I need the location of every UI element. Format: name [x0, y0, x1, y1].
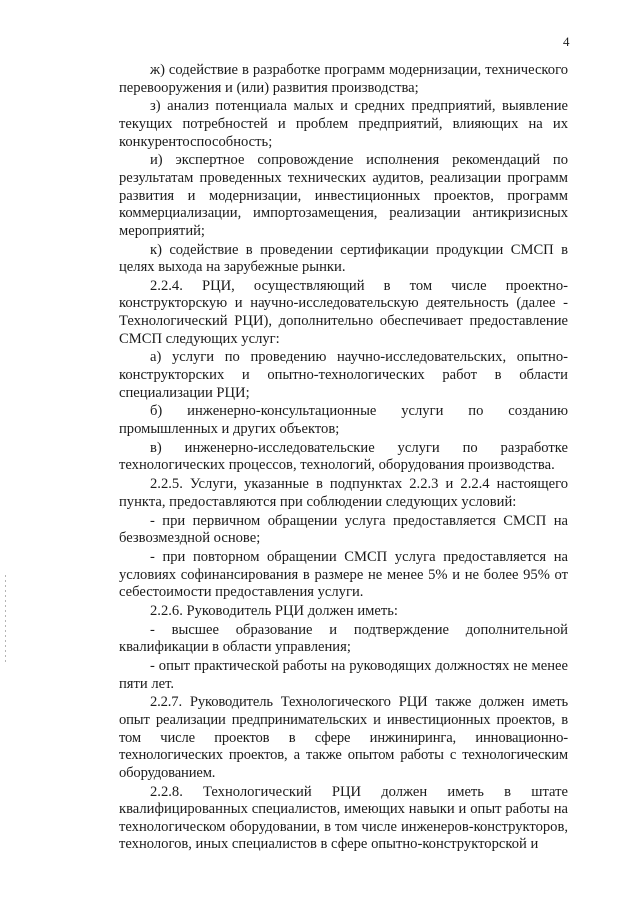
paragraph-2-2-5: 2.2.5. Услуги, указанные в подпунктах 2.2.3 и 2.2.4 настоящего пункта, предоставляются при соблюдении следующих условий: [119, 476, 568, 510]
paragraph-i: и) экспертное сопровождение исполнения рекомендаций по результатам проведенных технических аудитов, реализации программ развития и модернизации, инвестиционных проектов, программ коммерциализации, импортозамещения, реализации антикризисных мероприятий; [119, 152, 568, 239]
paragraph-z: з) анализ потенциала малых и средних предприятий, выявление текущих потребностей и проблем предприятий, влияющих на их конкурентоспособность; [119, 98, 568, 150]
paragraph-2-2-4: 2.2.4. РЦИ, осуществляющий в том числе проектно-конструкторскую и научно-исследовательскую деятельность (далее - Технологический РЦИ), дополнительно обеспечивает предоставление СМСП следующих услуг: [119, 277, 568, 347]
paragraph-v: в) инженерно-исследовательские услуги по разработке технологических процессов, технологий, оборудования производства. [119, 439, 568, 474]
paragraph-2-2-8: 2.2.8. Технологический РЦИ должен иметь в штате квалифицированных специалистов, имеющих навыки и опыт работы на технологическом оборудовании, в том числе инженеров-конструкторов, технологов, иных специалистов в сфере опытно-конструкторской и [119, 783, 568, 853]
document-body [119, 62, 568, 855]
paragraph-a: а) услуги по проведению научно-исследовательских, опытно-конструкторских и опытно-технологических работ в области специализации РЦИ; [119, 349, 568, 401]
paragraph-zh: ж) содействие в разработке программ модернизации, технического перевооружения и (или) развития производства; [119, 62, 568, 96]
paragraph-higher-education: - высшее образование и подтверждение дополнительной квалификации в области управления; [119, 621, 568, 656]
paragraph-first-request: - при первичном обращении услуга предоставляется СМСП на безвозмездной основе; [119, 512, 568, 547]
paragraph-2-2-7: 2.2.7. Руководитель Технологического РЦИ также должен иметь опыт реализации предпринимательских и инвестиционных проектов, в том числе проектов в сфере инжиниринга, инновационно-технологических проектов, а также опытом работы с технологическим оборудованием. [119, 694, 568, 781]
paragraph-2-2-6: 2.2.6. Руководитель РЦИ должен иметь: [150, 602, 398, 619]
page-number: 4 [563, 34, 570, 49]
paragraph-b: б) инженерно-консультационные услуги по созданию промышленных и других объектов; [119, 403, 568, 437]
paragraph-work-experience: - опыт практической работы на руководящих должностях не менее пяти лет. [119, 658, 568, 692]
paragraph-repeat-request: - при повторном обращении СМСП услуга предоставляется на условиях софинансирования в размере не менее 5% и не более 95% от себестоимости предоставления услуги. [119, 548, 568, 601]
paragraph-k: к) содействие в проведении сертификации продукции СМСП в целях выхода на зарубежные рынки. [119, 241, 568, 276]
scan-margin-mark [5, 575, 6, 665]
